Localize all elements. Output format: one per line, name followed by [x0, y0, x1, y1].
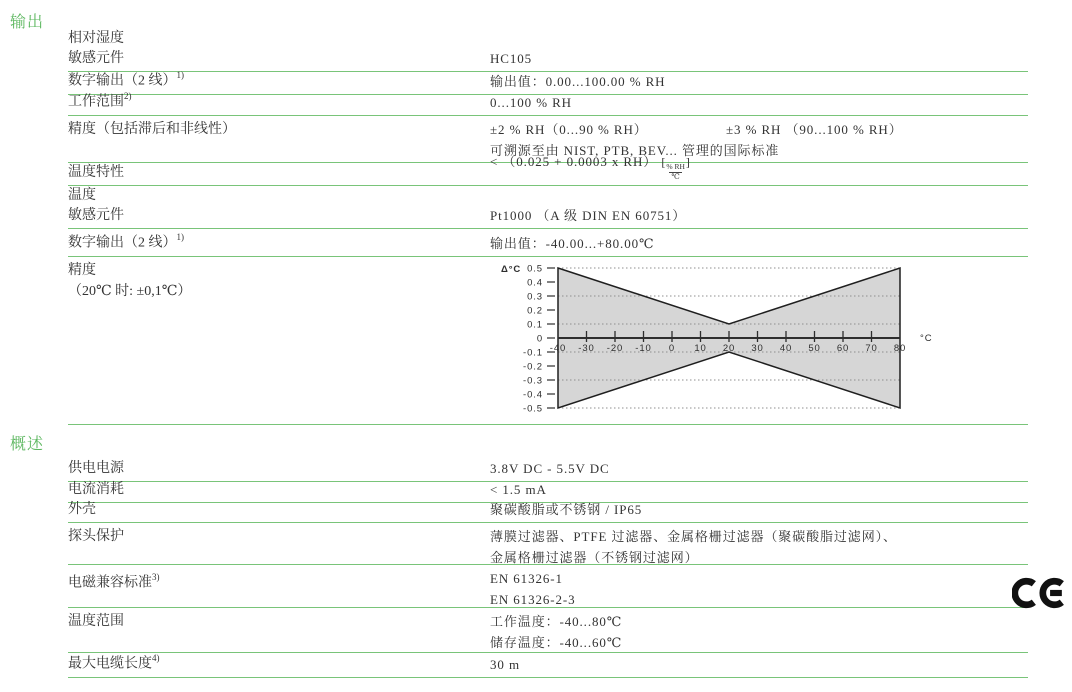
row-value: 输出值：-40.00...+80.00℃: [490, 236, 655, 251]
row-label: 外壳: [68, 502, 96, 517]
row-label: 电流消耗: [68, 482, 124, 497]
svg-text:-40: -40: [549, 343, 567, 354]
unit-fraction: $\frac{\% RH}{℃}$: [666, 162, 685, 181]
footnote-marker: 4): [152, 653, 160, 664]
temperature-tolerance-chart: [488, 258, 1028, 424]
svg-text:-0.1: -0.1: [523, 347, 543, 359]
row-label: 敏感元件: [68, 208, 124, 223]
svg-text:-30: -30: [578, 343, 595, 354]
svg-text:80: 80: [893, 343, 907, 354]
spec-table-output: [68, 29, 1028, 425]
row-value: 0...100 % RH: [490, 95, 572, 110]
subsection-title: 温度: [68, 188, 96, 203]
table-row: [68, 565, 1028, 608]
row-value: 30 m: [490, 657, 520, 672]
svg-text:70: 70: [865, 343, 878, 354]
svg-text:60: 60: [836, 343, 850, 354]
svg-text:40: 40: [779, 343, 793, 354]
footnote-marker: 1): [176, 232, 184, 243]
row-value: 聚碳酸脂或不锈钢 / IP65: [490, 502, 643, 517]
row-label: 精度 （20℃ 时: ±0,1℃）: [68, 257, 490, 302]
accuracy-low-range: ±2 % RH（0...90 % RH）: [490, 122, 648, 137]
subsection-header-temperature: [68, 186, 1028, 207]
svg-text:30: 30: [751, 343, 764, 354]
table-row: [68, 482, 1028, 503]
row-label: 电磁兼容标准$^{3)}$: [68, 572, 160, 591]
svg-text:-0.3: -0.3: [523, 375, 543, 387]
footnote-marker: 3): [152, 572, 160, 582]
svg-text:-0.5: -0.5: [523, 403, 543, 415]
svg-text:20: 20: [722, 343, 736, 354]
svg-text:0: 0: [668, 343, 676, 354]
table-row-accuracy-chart: [68, 257, 1028, 425]
row-value: Pt1000 （A 级 DIN EN 60751）: [490, 208, 687, 223]
svg-text:°C: °C: [920, 333, 933, 344]
temperature-dependence-formula: < （0.025 + 0.0003 x RH） [ $\frac{\% RH}{℃}$ ]: [490, 154, 690, 181]
row-value: < 1.5 mA: [490, 482, 547, 497]
table-row: [68, 229, 1028, 257]
section-heading-overview: 概述: [10, 436, 45, 453]
row-label: 温度范围: [68, 614, 124, 629]
svg-text:10: 10: [694, 343, 707, 354]
table-row: [68, 503, 1028, 523]
svg-text:0.5: 0.5: [527, 263, 543, 275]
row-value: HC105: [490, 51, 533, 66]
spec-table-overview: [68, 460, 1028, 678]
svg-text:0.2: 0.2: [527, 305, 543, 317]
section-heading-output: 输出: [10, 14, 45, 31]
svg-text:-0.4: -0.4: [523, 389, 543, 401]
row-value: 3.8V DC - 5.5V DC: [490, 461, 610, 476]
row-label: 数字输出（2 线）$^{1)}$: [68, 70, 184, 89]
svg-text:0.4: 0.4: [527, 277, 543, 289]
row-value: [490, 153, 1028, 185]
accuracy-line: [490, 119, 1028, 140]
svg-text:0.1: 0.1: [527, 319, 543, 331]
row-label: 供电电源: [68, 461, 124, 476]
row-label: 工作范围$^{2)}$: [68, 91, 132, 110]
row-label: 最大电缆长度$^{4)}$: [68, 653, 160, 672]
footnote-marker: 1): [176, 70, 184, 81]
table-row: [68, 460, 1028, 482]
traceability-note: 可溯源至由 NIST, PTB, BEV... 管理的国际标准: [490, 143, 780, 158]
footnote-marker: 2): [124, 91, 132, 102]
svg-text:-0.2: -0.2: [523, 361, 543, 373]
row-label: 敏感元件: [68, 51, 124, 66]
row-value: 工作温度：-40...80℃ 储存温度：-40...60℃: [490, 614, 623, 650]
table-row: [68, 91, 1028, 116]
svg-text:0: 0: [536, 333, 543, 345]
row-value: 薄膜过滤器、PTFE 过滤器、金属格栅过滤器（聚碳酸脂过滤网）、 金属格栅过滤器（不锈钢过滤网）: [490, 529, 897, 565]
table-row: [68, 154, 1028, 186]
table-row: [68, 653, 1028, 678]
svg-text:-20: -20: [606, 343, 624, 354]
table-row: [68, 523, 1028, 565]
row-label: 精度（包括滞后和非线性）: [68, 122, 236, 137]
svg-text:-10: -10: [635, 343, 652, 354]
subsection-header-rh: [68, 29, 1028, 50]
accuracy-high-range: ±3 % RH （90...100 % RH）: [726, 122, 903, 137]
row-label-line2: （20℃ 时: ±0,1℃）: [68, 284, 192, 299]
svg-text:50: 50: [808, 343, 821, 354]
row-value: EN 61326-1 EN 61326-2-3: [490, 571, 576, 607]
svg-text:Δ°C: Δ°C: [501, 264, 522, 275]
row-label: 探头保护: [68, 529, 124, 544]
table-row: [68, 207, 1028, 229]
row-value: [490, 257, 1028, 424]
table-row: [68, 608, 1028, 653]
ce-mark-icon: [1012, 576, 1068, 610]
row-label: 数字输出（2 线）$^{1)}$: [68, 232, 184, 251]
row-value: 输出值：0.00...100.00 % RH: [490, 74, 666, 89]
svg-text:0.3: 0.3: [527, 291, 543, 303]
row-label: 温度特性: [68, 165, 124, 180]
subsection-title: 相对湿度: [68, 31, 124, 46]
